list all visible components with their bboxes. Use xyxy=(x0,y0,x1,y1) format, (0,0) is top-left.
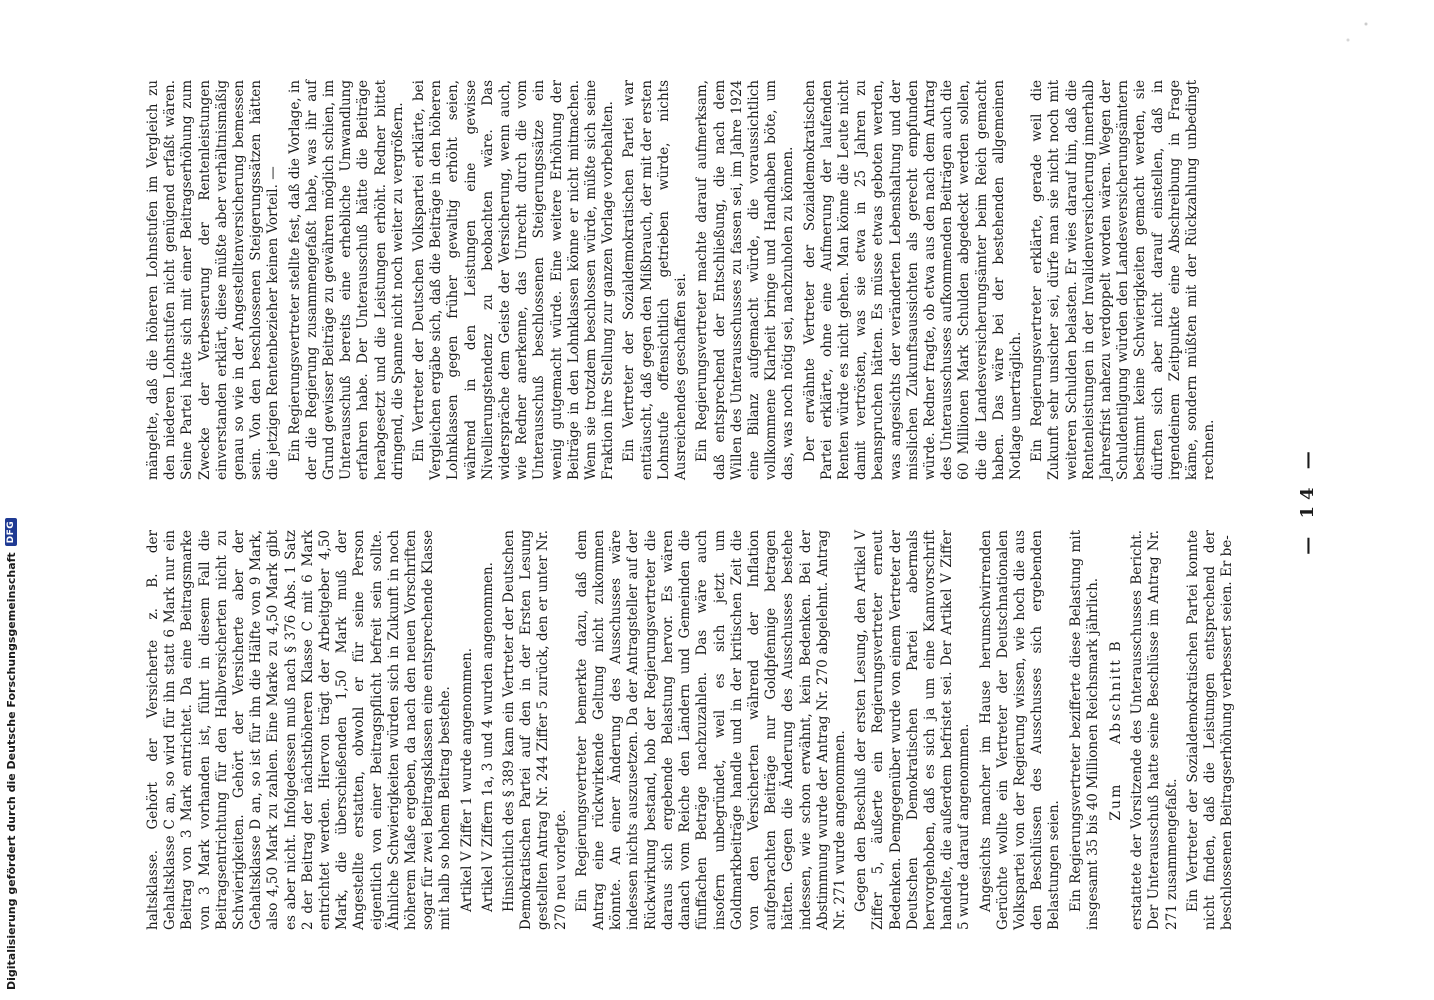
right-paragraph: Ein Regierungsvertreter erklärte, gerade weil die Zukunft sehr unsicher sei, dürfe man sie nicht noch mit weiteren Schulden belasten. Er wies darauf hin, daß die Rentenleistungen in der Invalidenversicherung innerhalb Jahresfrist nahezu verdoppelt worden wären. Wegen der Schuldentilgung würden den Landesversicherungsämtern bestimmt keine Schwierigkeiten gemacht werden, sie dürften sich aber nicht darauf einstellen, daß in irgendeinem Zeitpunkte eine Abschreibung in Frage käme, sondern müßten mit der Rückzahlung unbedingt rechnen. xyxy=(1029,80,1218,480)
right-paragraph: Ein Regierungsvertreter stellte fest, daß die Vorlage, in der die Regierung zusammengefaßt habe, was ihr auf Grund gewisser Beiträge zu gewähren möglich schien, im Unterausschuß bereits eine erhebliche Umwandlung erfahren habe. Der Unterausschuß hätte die Beiträge herabgesetzt und die Leistungen erhöht. Redner bittet dringend, die Spanne nicht noch weiter zu vergrößern. xyxy=(286,80,406,480)
left-paragraph: Gegen den Beschluß der ersten Lesung, den Artikel V Ziffer 5, äußerte ein Regierungsvertreter erneut Bedenken. Demgegenüber wurde von einem Vertreter der Deutschen Demokratischen Partei abermals hervorgehoben, daß es sich ja um eine Kannvorschrift handelte, die außerdem befristet sei. Der Artikel V Ziffer 5 wurde darauf angenommen. xyxy=(853,530,973,930)
digitization-credit xyxy=(0,0,22,1000)
right-paragraph: mängelte, daß die höheren Lohnstufen im Vergleich zu den niederen Lohnstufen nicht genügend erfaßt wären. Seine Partei hätte sich mit einer Beitragserhöhung zum Zwecke der Verbesserung der Rentenleistungen einverstanden erklärt, diese müßte aber verhältnismäßig genau so wie in der Angestelltenversicherung bemessen sein. Von den beschlossenen Steigerungssätzen hätten die jetzigen Rentenbezieher keinen Vorteil. — xyxy=(145,80,282,480)
left-paragraph: haltsklasse. Gehört der Versicherte z. B. der Gehaltsklasse C an, so wird für ihn statt 6 Mark nur ein Beitrag von 3 Mark entrichtet. Da eine Beitragsmarke von 3 Mark vorhanden ist, führt in diesem Fall die Beitragsentrichtung für den Halbversicherten nicht zu Schwierigkeiten. Gehört der Versicherte aber der Gehaltsklasse D an, so ist für ihn die Hälfte von 9 Mark, also 4,50 Mark zu zahlen. Eine Marke zu 4,50 Mark gibt es aber nicht. Infolgedessen muß nach § 376 Abs. 1 Satz 2 der Beitrag der nächsthöheren Klasse C mit 6 Mark entrichtet werden. Hiervon trägt der Arbeitgeber 4,50 Mark, die überschießenden 1,50 Mark muß der Angestellte erstatten, obwohl er für seine Person eigentlich von einer Beitragspflicht befreit sein sollte. Ähnliche Schwierigkeiten würden sich in Zukunft in noch höherem Maße ergeben, da nach den neuen Vorschriften sogar für zwei Beitragsklassen eine entsprechende Klasse mit halb so hohem Beitrag bestehe. xyxy=(145,530,454,930)
left-column xyxy=(145,530,1236,930)
left-paragraph: Artikel V Ziffer 1 wurde angenommen. xyxy=(458,647,475,912)
left-paragraph: Hinsichtlich des § 389 kam ein Vertreter der Deutschen Demokratischen Partei auf den in der Ersten Lesung gestellten Antrag Nr. 244 Ziffer 5 zurück, den er unter Nr. 270 neu vorlegte. xyxy=(501,530,569,930)
right-paragraph: Ein Vertreter der Deutschen Volkspartei erklärte, bei Vergleichen ergäbe sich, daß die Beiträge in den höheren Lohnklassen gegen früher gewaltig erhöht seien, während in den Leistungen eine gewisse Nivellierungstendenz zu beobachten wäre. Das widerspräche dem Geiste der Versicherung, wenn auch, wie Redner anerkenne, das Unrecht durch die vom Unterausschuß beschlossenen Steigerungssätze ein wenig gutgemacht würde. Eine weitere Erhöhung der Beiträge in den Lohnklassen könne er nicht mitmachen. Wenn sie trotzdem beschlossen würde, müßte sich seine Fraktion ihre Stellung zur ganzen Vorlage vorbehalten. xyxy=(411,80,617,480)
left-paragraph: Artikel V Ziffern 1a, 3 und 4 wurden angenommen. xyxy=(479,562,496,912)
section-prefix: Zum xyxy=(1107,782,1124,821)
left-paragraph: Ein Regierungsvertreter bemerkte dazu, daß dem Antrag eine rückwirkende Geltung nicht zukommen könnte. An einer Änderung des Ausschusses wäre indessen nichts auszusetzen. Da der Antragsteller auf der Rückwirkung bestand, hob der Regierungsvertreter die daraus sich ergebende Belastung hervor. Es wären danach vom Reiche den Ländern und Gemeinden die fünffachen Beträge nachzuzahlen. Das wäre auch insofern unbegründet, weil es sich jetzt um Goldmarkbeiträge handle und in der kritischen Zeit die von den Versicherten während der Inflation aufgebrachten Beiträge nur Goldpfennige betragen hätten. Gegen die Änderung des Ausschusses bestehe indessen, wie schon erwähnt, kein Bedenken. Bei der Abstimmung wurde der Antrag Nr. 270 abgelehnt. Antrag Nr. 271 wurde angenommen. xyxy=(573,530,848,930)
section-title: Abschnitt B xyxy=(1107,639,1124,744)
left-paragraph: Angesichts mancher im Hause herumschwirrenden Gerüchte wollte ein Vertreter der Deutschnationalen Volkspartei von der Regierung wissen, wie hoch die aus den Beschlüssen des Ausschusses sich ergebenden Belastungen seien. xyxy=(977,530,1063,930)
scan-speckle xyxy=(1330,12,1390,52)
right-paragraph: Ein Vertreter der Sozialdemokratischen Partei war enttäuscht, daß gegen den Mißbrauch, der mit der ersten Lohnstufe offensichtlich getrieben würde, nichts Ausreichendes geschaffen sei. xyxy=(621,80,690,480)
right-column xyxy=(145,80,1218,480)
left-paragraph: erstattete der Vorsitzende des Unterausschusses Bericht. Der Unterausschuß hatte seine Beschlüsse im Antrag Nr. 271 zusammengefaßt. xyxy=(1129,530,1180,930)
right-paragraph: Ein Regierungsvertreter machte darauf aufmerksam, daß entsprechend der Entschließung, die nach dem Willen des Unterausschusses zu fassen sei, im Jahre 1924 eine Bilanz aufgemacht würde, die voraussichtlich vollkommene Klarheit bringe und Handhaben böte, um das, was noch nötig sei, nachzuholen zu können. xyxy=(694,80,797,480)
section-heading xyxy=(1108,530,1125,930)
right-paragraph: Der erwähnte Vertreter der Sozialdemokratischen Partei erklärte, ohne eine Aufmerung der laufenden Renten würde es nicht gehen. Man könne die Leute nicht damit vertrösten, was sie etwa in 25 Jahren zu beanspruchen hätten. Es müsse etwas geboten werden, was angesichts der veränderten Lebenshaltung und der misslichen Zukunftsaussichten als gerecht empfunden würde. Redner fragte, ob etwa aus den nach dem Antrag des Unterausschusses aufkommenden Beiträgen auch die 60 Millionen Mark Schulden abgedeckt werden sollen, die die Landesversicherungsämter beim Reich gemacht haben. Das wäre bei der bestehenden allgemeinen Notlage unerträglich. xyxy=(801,80,1024,480)
page-number: — 14 — xyxy=(1297,445,1318,555)
credit-text: Digitalisierung gefördert durch die Deutsche Forschungsgemeinschaft xyxy=(4,552,18,990)
dfg-logo-icon: DFG xyxy=(5,518,17,547)
left-paragraph: Ein Regierungsvertreter bezifferte diese Belastung mit insgesamt 35 bis 40 Millionen Reichsmark jährlich. xyxy=(1067,530,1101,930)
left-paragraph: Ein Vertreter der Sozialdemokratischen Partei konnte nicht finden, daß die Leistungen entsprechend der beschlossenen Beitragserhöhung verbessert seien. Er be- xyxy=(1184,530,1236,930)
